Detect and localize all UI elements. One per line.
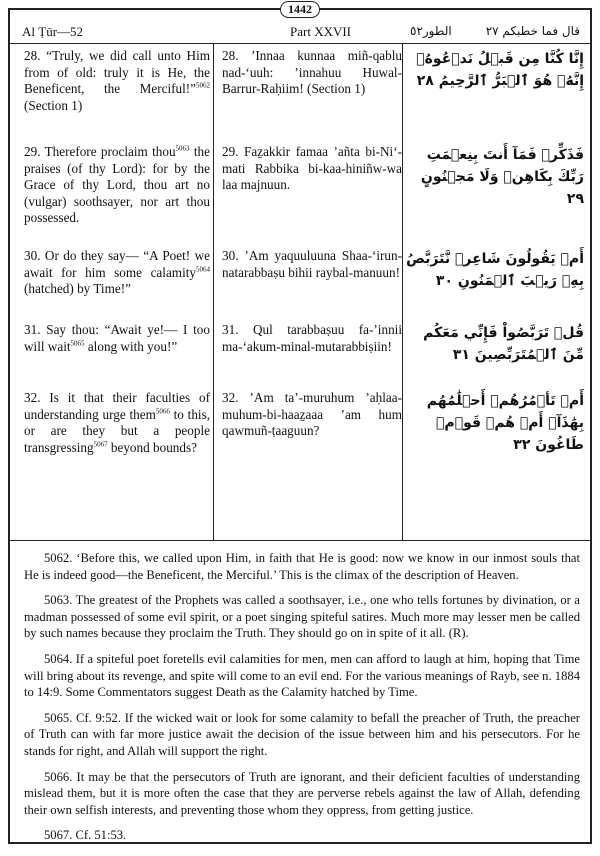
footnote-5063: 5063. The greatest of the Prophets was called a soothsayer, i.e., one who tells fortunes by divination, or a madman possessed of some evil spirit, or a poet singing spiteful satires. Much more may lesser men be called by such names because they proclaim the Truth. They should go on in spite of it all. (R). <box>24 593 580 641</box>
verse-arabic: أَمۡ تَأۡمُرُهُمۡ أَحۡلَٰمُهُم بِهَٰذَآۚ أَمۡ هُمۡ قَوۡمٞ طَاغُونَ ٣٢ <box>426 393 584 453</box>
page-frame <box>8 2 592 844</box>
footnote-rule <box>10 540 590 541</box>
verse-translation: 32. Is it that their faculties of understanding urge them$^{5066}$ to this, or are they but a people transgressing$^{5067}$ beyond bounds? <box>24 390 211 455</box>
verse-arabic: إِنَّا كُنَّا مِن قَبۡلُ نَدۡعُوهُۖ إِنَّهُۥ هُوَ ٱلۡبَرُّ ٱلرَّحِيمُ ٢٨ <box>416 51 584 89</box>
verse-transliteration: 28. ’Innaa kunnaa miñ-qablu nad-‘uuh: ’innahuu Huwal-Barrur-Raḥiim! (Section 1) <box>222 48 402 97</box>
footnote-5066: 5066. It may be that the persecutors of Truth are ignorant, and their deficient faculties of understanding mislead them, but it is more often the case that they are perverse rebels against the law of Allah, defending their own selfish interests, and preventing those whom they oppress, from getting justice. <box>24 769 580 817</box>
column-divider-1 <box>213 44 214 540</box>
verse-transliteration: 29. Faẕakkir famaa ’añta bi-Ni‘-mati Rabbika bi-kaa-hiniñw-wa laa majnuun. <box>222 144 402 193</box>
verse-arabic: أَمۡ يَقُولُونَ شَاعِرٞ نَّتَرَبَّصُ بِهِۦ رَيۡبَ ٱلۡمَنُونِ ٣٠ <box>406 251 584 289</box>
footnotes <box>24 550 580 853</box>
verse-transliteration: 30. ’Am yaquuluuna Shaa-‘irun-natarabbaṣu bihii raybal-manuun! <box>222 248 402 280</box>
verse-translation: 31. Say thou: “Await ye!— I too will wait$^{5065}$ along with you!” <box>24 322 210 354</box>
verse-translation: 30. Or do they say— “A Poet! we await for him some calamity$^{5064}$ (hatched) by Time!” <box>24 248 210 297</box>
verse-arabic: قُلۡ تَرَبَّصُواْ فَإِنِّي مَعَكُم مِّنَ ٱلۡمُتَرَبِّصِينَ ٣١ <box>423 325 584 363</box>
column-divider-2 <box>402 44 403 540</box>
verse-arabic: فَذَكِّرۡ فَمَآ أَنتَ بِنِعۡمَتِ رَبِّكَ بِكَاهِنٖ وَلَا مَجۡنُونٍ ٢٩ <box>420 147 584 207</box>
footnote-5064: 5064. If a spiteful poet foretells evil calamities for men, men can afford to laugh at him, hoping that Time will bring about its revenge, and spite will come to an evil end. For the various meanings of Rayb, see n. 1884 to 14:9. Some Commentators suggest Death as the Calamity hatched by Time. <box>24 651 580 700</box>
part-label: Part XXVII <box>290 24 352 39</box>
surah-title-ar: الطور٥٢ <box>410 24 452 38</box>
footnote-5067: 5067. Cf. 51:53. <box>44 828 127 843</box>
surah-title-en: Al Ṭūr—52 <box>22 24 84 39</box>
verse-transliteration: 31. Qul tarabbaṣuu fa-’innii ma-‘akum-minal-mutarabbiṣiin! <box>222 322 402 354</box>
verse-translation: 28. “Truly, we did call unto Him from of old: truly it is He, the Beneficent, the Merciful!”$^{5062}$ (Section 1) <box>24 48 210 113</box>
header-rule <box>10 43 590 44</box>
page-header <box>10 24 590 40</box>
page-number: 1442 <box>280 1 320 18</box>
verse-translation: 29. Therefore proclaim thou$^{5063}$ the praises (of thy Lord): for by the Grace of thy Lord, thou art no (vulgar) soothsayer, nor art thou possessed. <box>24 144 210 226</box>
footnote-5062: 5062. ‘Before this, we called upon Him, in faith that He is good: now we know in our inmost souls that He is indeed good—the Beneficent, the Merciful.’ This is the climax of the description of Heaven. <box>24 551 580 582</box>
verse-transliteration: 32. ’Am ta’-muruhum ’aḥlaa-muhum-bi-haaẕaaa ’am hum qawmuñ-ṭaaguun? <box>222 390 402 439</box>
footnote-5065: 5065. Cf. 9:52. If the wicked wait or look for some calamity to befall the preacher of Truth, the preacher of Truth can with far more justice await the decision of the issue between him and his persecutors. For he stands for right, and Allah will support the right. <box>24 710 580 758</box>
juz-title-ar: قال فما خطبكم ٢٧ <box>485 24 580 38</box>
